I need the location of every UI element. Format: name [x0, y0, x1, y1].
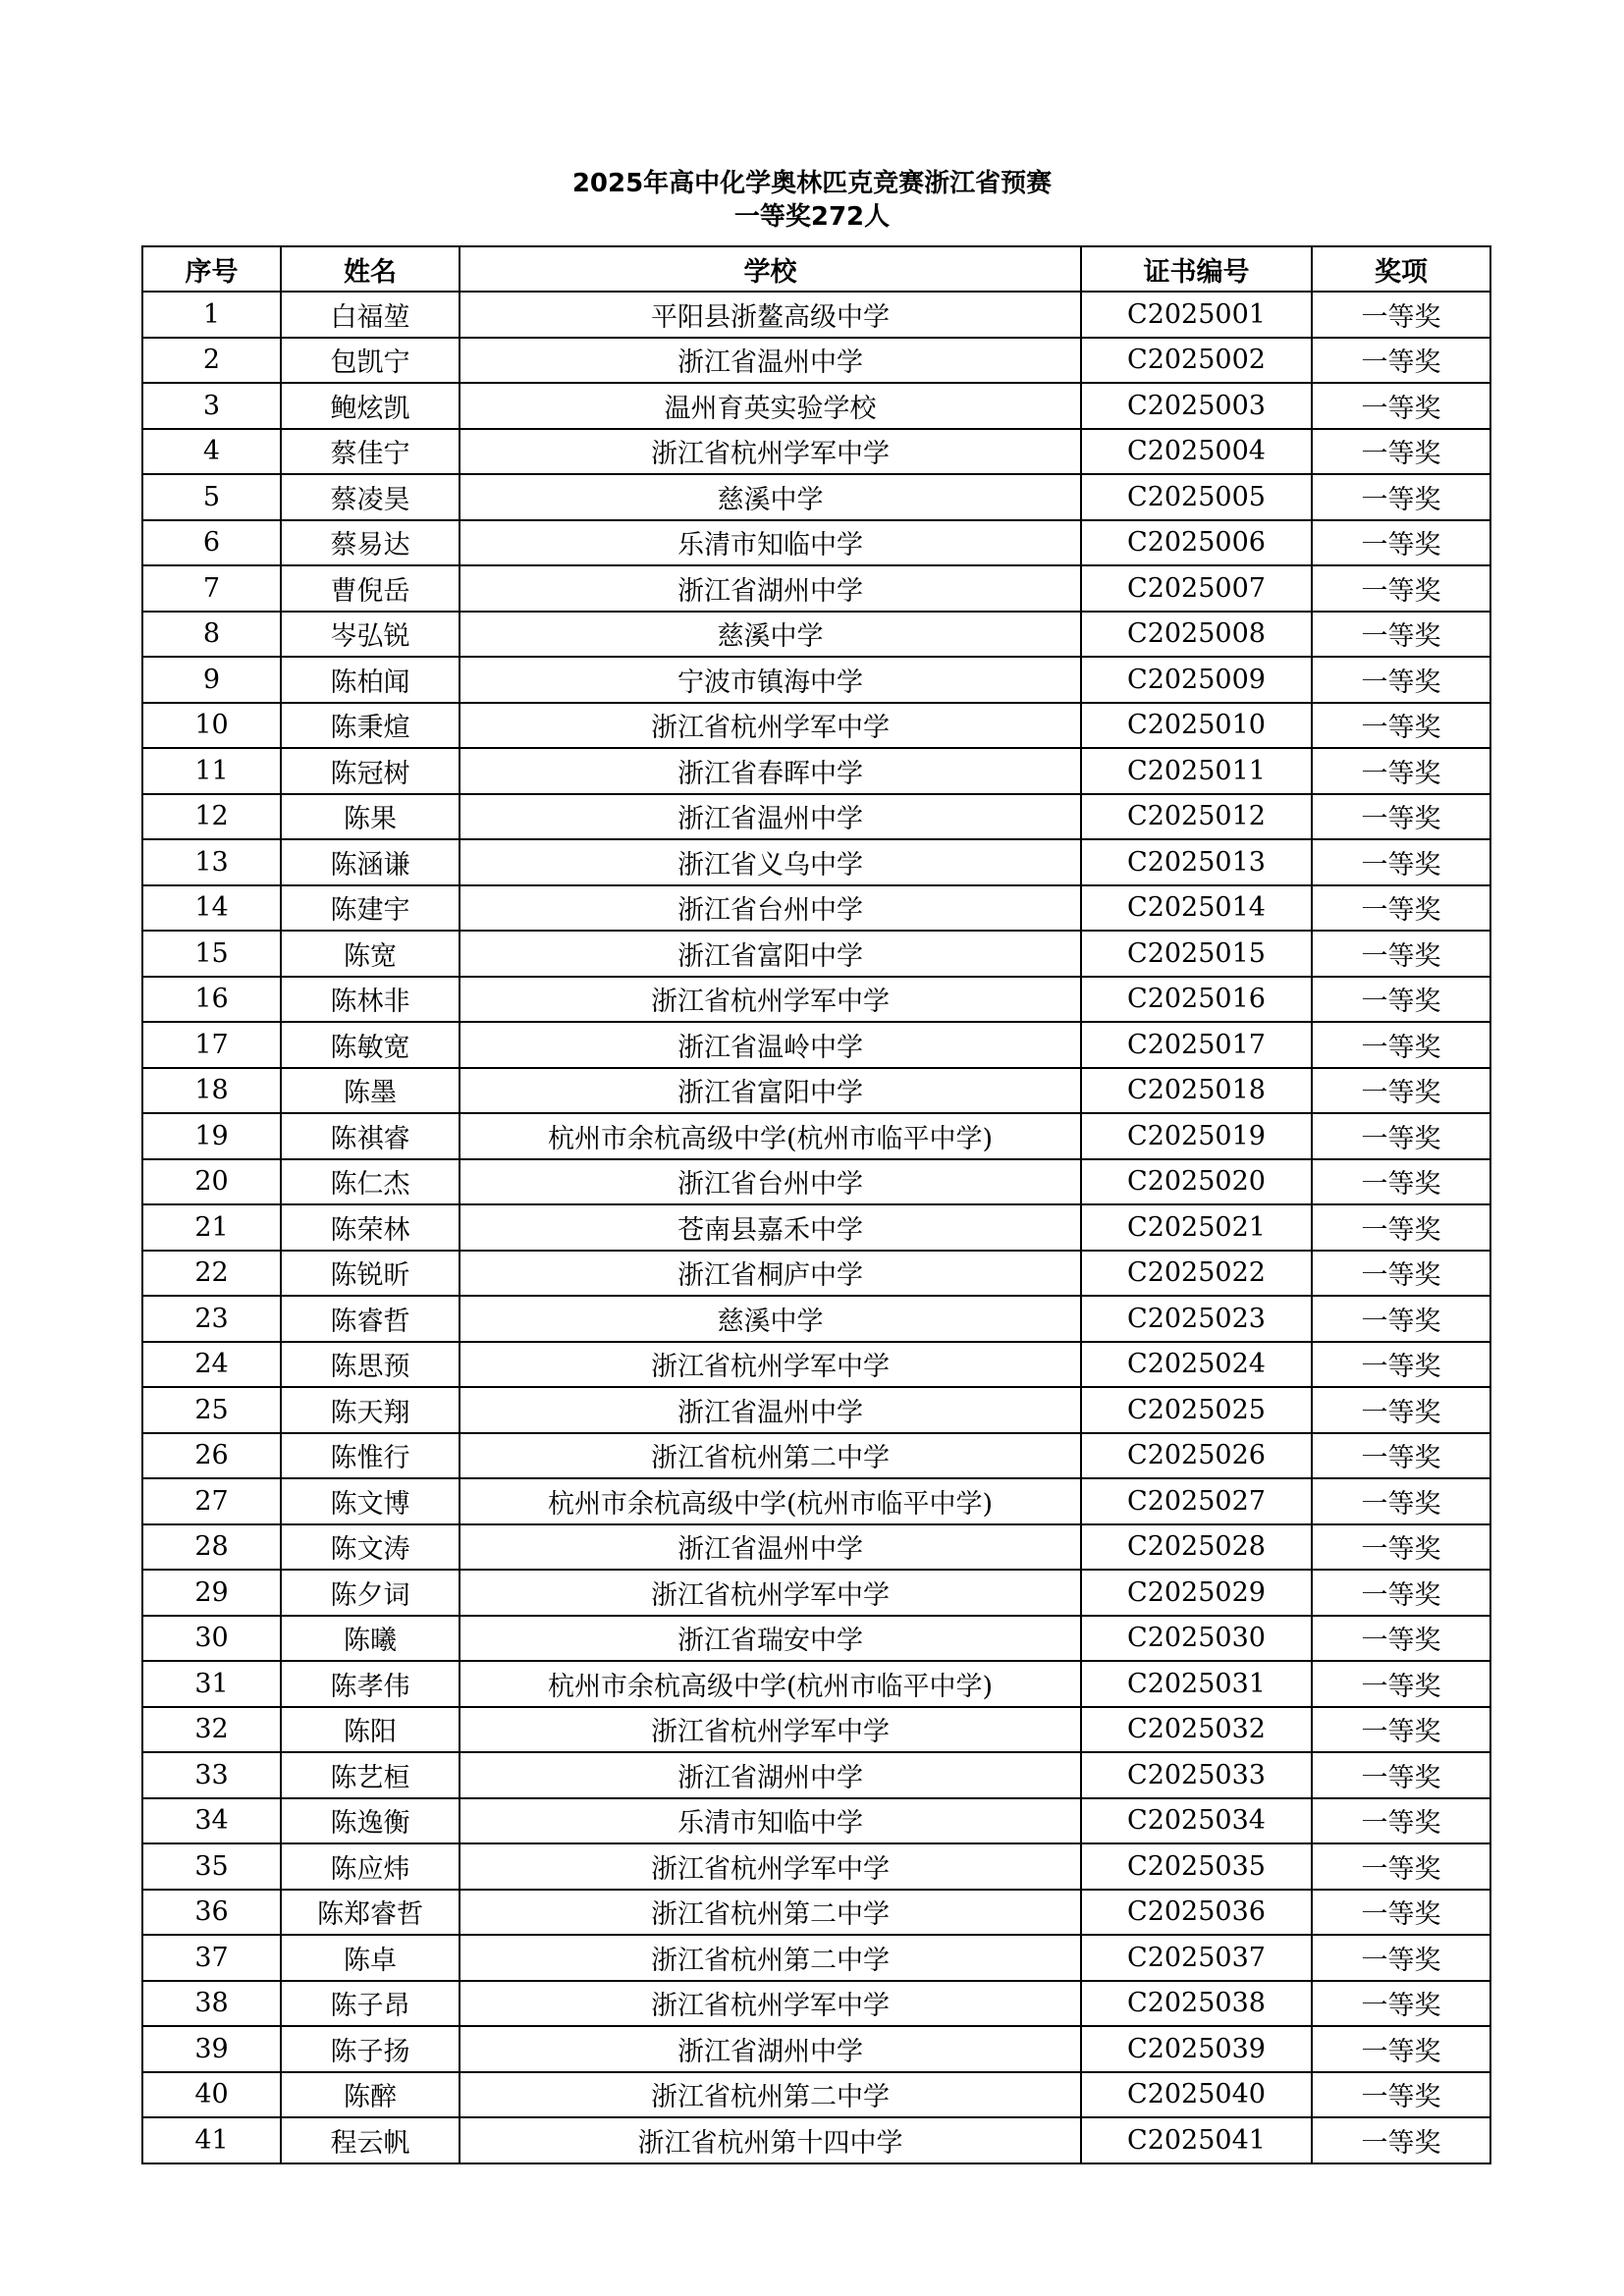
- cell-name: 陈果: [281, 794, 460, 840]
- cell-school: 宁波市镇海中学: [460, 657, 1081, 703]
- cell-award: 一等奖: [1312, 338, 1490, 384]
- cell-name: 蔡凌昊: [281, 474, 460, 520]
- cell-certificate: C2025030: [1081, 1616, 1312, 1662]
- cell-certificate: C2025040: [1081, 2072, 1312, 2118]
- cell-award: 一等奖: [1312, 1251, 1490, 1297]
- cell-award: 一等奖: [1312, 1204, 1490, 1251]
- cell-school: 慈溪中学: [460, 474, 1081, 520]
- cell-index: 41: [142, 2117, 281, 2163]
- cell-index: 38: [142, 1981, 281, 2027]
- cell-certificate: C2025014: [1081, 885, 1312, 932]
- cell-index: 39: [142, 2026, 281, 2072]
- table-row: [142, 565, 1490, 612]
- cell-award: 一等奖: [1312, 703, 1490, 749]
- cell-award: 一等奖: [1312, 1707, 1490, 1753]
- cell-index: 29: [142, 1570, 281, 1616]
- table-row: [142, 1022, 1490, 1068]
- cell-index: 12: [142, 794, 281, 840]
- cell-school: 浙江省瑞安中学: [460, 1616, 1081, 1662]
- cell-school: 乐清市知临中学: [460, 520, 1081, 566]
- table-row: [142, 839, 1490, 885]
- cell-index: 24: [142, 1342, 281, 1388]
- table-row: [142, 1890, 1490, 1936]
- cell-certificate: C2025018: [1081, 1068, 1312, 1114]
- table-row: [142, 1752, 1490, 1798]
- column-header-award: 奖项: [1312, 246, 1490, 292]
- table-row: [142, 657, 1490, 703]
- cell-award: 一等奖: [1312, 1661, 1490, 1707]
- cell-name: 蔡佳宁: [281, 429, 460, 475]
- cell-award: 一等奖: [1312, 1159, 1490, 1205]
- table-row: [142, 703, 1490, 749]
- cell-name: 陈宽: [281, 931, 460, 977]
- table-row: [142, 977, 1490, 1023]
- cell-school: 浙江省温州中学: [460, 1387, 1081, 1433]
- cell-school: 浙江省湖州中学: [460, 1752, 1081, 1798]
- cell-certificate: C2025023: [1081, 1296, 1312, 1342]
- cell-school: 浙江省春晖中学: [460, 748, 1081, 794]
- table-row: [142, 520, 1490, 566]
- cell-award: 一等奖: [1312, 748, 1490, 794]
- table-row: [142, 1798, 1490, 1844]
- cell-index: 19: [142, 1113, 281, 1159]
- cell-certificate: C2025035: [1081, 1843, 1312, 1890]
- cell-certificate: C2025020: [1081, 1159, 1312, 1205]
- cell-name: 陈林非: [281, 977, 460, 1023]
- cell-certificate: C2025038: [1081, 1981, 1312, 2027]
- table-row: [142, 2072, 1490, 2118]
- cell-name: 陈敏宽: [281, 1022, 460, 1068]
- cell-index: 40: [142, 2072, 281, 2118]
- cell-school: 浙江省杭州第二中学: [460, 1935, 1081, 1981]
- cell-school: 苍南县嘉禾中学: [460, 1204, 1081, 1251]
- cell-award: 一等奖: [1312, 931, 1490, 977]
- cell-name: 陈涵谦: [281, 839, 460, 885]
- cell-award: 一等奖: [1312, 1433, 1490, 1479]
- cell-school: 浙江省杭州第二中学: [460, 2072, 1081, 2118]
- cell-school: 浙江省杭州第二中学: [460, 1890, 1081, 1936]
- table-row: [142, 1068, 1490, 1114]
- table-header-row: [142, 246, 1490, 292]
- cell-school: 慈溪中学: [460, 1296, 1081, 1342]
- cell-school: 温州育英实验学校: [460, 383, 1081, 429]
- cell-index: 20: [142, 1159, 281, 1205]
- cell-name: 曹倪岳: [281, 565, 460, 612]
- cell-index: 2: [142, 338, 281, 384]
- cell-certificate: C2025041: [1081, 2117, 1312, 2163]
- table-row: [142, 1707, 1490, 1753]
- cell-index: 34: [142, 1798, 281, 1844]
- cell-certificate: C2025006: [1081, 520, 1312, 566]
- cell-certificate: C2025024: [1081, 1342, 1312, 1388]
- cell-name: 陈曦: [281, 1616, 460, 1662]
- cell-name: 陈仁杰: [281, 1159, 460, 1205]
- cell-school: 浙江省杭州学军中学: [460, 703, 1081, 749]
- table-row: [142, 1159, 1490, 1205]
- cell-award: 一等奖: [1312, 474, 1490, 520]
- cell-name: 陈文博: [281, 1478, 460, 1524]
- table-row: [142, 931, 1490, 977]
- cell-name: 鲍炫凯: [281, 383, 460, 429]
- cell-school: 杭州市余杭高级中学(杭州市临平中学): [460, 1478, 1081, 1524]
- cell-award: 一等奖: [1312, 1387, 1490, 1433]
- table-row: [142, 794, 1490, 840]
- cell-name: 陈郑睿哲: [281, 1890, 460, 1936]
- cell-school: 浙江省富阳中学: [460, 931, 1081, 977]
- cell-index: 31: [142, 1661, 281, 1707]
- cell-name: 陈锐昕: [281, 1251, 460, 1297]
- cell-name: 陈天翔: [281, 1387, 460, 1433]
- table-row: [142, 1433, 1490, 1479]
- cell-name: 陈应炜: [281, 1843, 460, 1890]
- cell-index: 33: [142, 1752, 281, 1798]
- cell-index: 36: [142, 1890, 281, 1936]
- cell-index: 27: [142, 1478, 281, 1524]
- table-row: [142, 1570, 1490, 1616]
- cell-index: 28: [142, 1524, 281, 1571]
- cell-certificate: C2025026: [1081, 1433, 1312, 1479]
- cell-name: 陈冠树: [281, 748, 460, 794]
- cell-award: 一等奖: [1312, 1935, 1490, 1981]
- cell-certificate: C2025029: [1081, 1570, 1312, 1616]
- cell-school: 杭州市余杭高级中学(杭州市临平中学): [460, 1661, 1081, 1707]
- cell-certificate: C2025011: [1081, 748, 1312, 794]
- cell-name: 陈子昂: [281, 1981, 460, 2027]
- table-row: [142, 474, 1490, 520]
- table-row: [142, 1981, 1490, 2027]
- cell-award: 一等奖: [1312, 1981, 1490, 2027]
- column-header-certificate: 证书编号: [1081, 246, 1312, 292]
- cell-name: 陈阳: [281, 1707, 460, 1753]
- cell-index: 4: [142, 429, 281, 475]
- cell-school: 浙江省台州中学: [460, 1159, 1081, 1205]
- cell-name: 岑弘锐: [281, 612, 460, 658]
- cell-award: 一等奖: [1312, 657, 1490, 703]
- cell-certificate: C2025001: [1081, 292, 1312, 338]
- cell-certificate: C2025002: [1081, 338, 1312, 384]
- cell-certificate: C2025007: [1081, 565, 1312, 612]
- cell-index: 13: [142, 839, 281, 885]
- cell-certificate: C2025010: [1081, 703, 1312, 749]
- cell-school: 浙江省杭州学军中学: [460, 977, 1081, 1023]
- cell-school: 浙江省温州中学: [460, 338, 1081, 384]
- cell-index: 35: [142, 1843, 281, 1890]
- cell-certificate: C2025017: [1081, 1022, 1312, 1068]
- cell-name: 陈夕词: [281, 1570, 460, 1616]
- table-row: [142, 383, 1490, 429]
- page-subtitle: 一等奖272人: [733, 202, 891, 232]
- table-row: [142, 748, 1490, 794]
- cell-index: 8: [142, 612, 281, 658]
- cell-school: 浙江省杭州学军中学: [460, 1843, 1081, 1890]
- cell-index: 7: [142, 565, 281, 612]
- cell-certificate: C2025037: [1081, 1935, 1312, 1981]
- cell-name: 陈醉: [281, 2072, 460, 2118]
- cell-award: 一等奖: [1312, 885, 1490, 932]
- cell-school: 浙江省温州中学: [460, 794, 1081, 840]
- cell-award: 一等奖: [1312, 1616, 1490, 1662]
- cell-index: 3: [142, 383, 281, 429]
- cell-award: 一等奖: [1312, 2026, 1490, 2072]
- cell-award: 一等奖: [1312, 1890, 1490, 1936]
- cell-name: 程云帆: [281, 2117, 460, 2163]
- cell-award: 一等奖: [1312, 1752, 1490, 1798]
- cell-certificate: C2025027: [1081, 1478, 1312, 1524]
- cell-certificate: C2025039: [1081, 2026, 1312, 2072]
- cell-index: 15: [142, 931, 281, 977]
- cell-index: 10: [142, 703, 281, 749]
- cell-certificate: C2025022: [1081, 1251, 1312, 1297]
- cell-name: 陈建宇: [281, 885, 460, 932]
- cell-certificate: C2025005: [1081, 474, 1312, 520]
- table-row: [142, 1296, 1490, 1342]
- cell-index: 25: [142, 1387, 281, 1433]
- cell-name: 陈惟行: [281, 1433, 460, 1479]
- cell-certificate: C2025034: [1081, 1798, 1312, 1844]
- cell-school: 浙江省义乌中学: [460, 839, 1081, 885]
- cell-award: 一等奖: [1312, 1022, 1490, 1068]
- cell-school: 浙江省富阳中学: [460, 1068, 1081, 1114]
- cell-school: 杭州市余杭高级中学(杭州市临平中学): [460, 1113, 1081, 1159]
- cell-certificate: C2025019: [1081, 1113, 1312, 1159]
- cell-name: 陈孝伟: [281, 1661, 460, 1707]
- table-row: [142, 1387, 1490, 1433]
- cell-award: 一等奖: [1312, 839, 1490, 885]
- table-row: [142, 1204, 1490, 1251]
- cell-award: 一等奖: [1312, 383, 1490, 429]
- cell-index: 22: [142, 1251, 281, 1297]
- cell-award: 一等奖: [1312, 1296, 1490, 1342]
- cell-name: 陈子扬: [281, 2026, 460, 2072]
- table-row: [142, 1342, 1490, 1388]
- cell-award: 一等奖: [1312, 2117, 1490, 2163]
- cell-certificate: C2025003: [1081, 383, 1312, 429]
- cell-certificate: C2025033: [1081, 1752, 1312, 1798]
- table-row: [142, 2026, 1490, 2072]
- cell-index: 30: [142, 1616, 281, 1662]
- cell-award: 一等奖: [1312, 1524, 1490, 1571]
- cell-name: 白福堃: [281, 292, 460, 338]
- cell-school: 浙江省温岭中学: [460, 1022, 1081, 1068]
- cell-school: 浙江省杭州第二中学: [460, 1433, 1081, 1479]
- cell-certificate: C2025031: [1081, 1661, 1312, 1707]
- cell-award: 一等奖: [1312, 1798, 1490, 1844]
- cell-index: 26: [142, 1433, 281, 1479]
- cell-school: 浙江省杭州学军中学: [460, 1342, 1081, 1388]
- cell-school: 浙江省湖州中学: [460, 565, 1081, 612]
- table-row: [142, 612, 1490, 658]
- cell-certificate: C2025021: [1081, 1204, 1312, 1251]
- cell-index: 16: [142, 977, 281, 1023]
- cell-certificate: C2025004: [1081, 429, 1312, 475]
- cell-name: 陈墨: [281, 1068, 460, 1114]
- cell-certificate: C2025009: [1081, 657, 1312, 703]
- cell-name: 陈睿哲: [281, 1296, 460, 1342]
- cell-school: 平阳县浙鳌高级中学: [460, 292, 1081, 338]
- table-row: [142, 1251, 1490, 1297]
- table-row: [142, 1661, 1490, 1707]
- table-row: [142, 2117, 1490, 2163]
- cell-index: 14: [142, 885, 281, 932]
- cell-school: 浙江省杭州学军中学: [460, 1707, 1081, 1753]
- cell-certificate: C2025015: [1081, 931, 1312, 977]
- cell-certificate: C2025008: [1081, 612, 1312, 658]
- cell-award: 一等奖: [1312, 1478, 1490, 1524]
- cell-school: 慈溪中学: [460, 612, 1081, 658]
- cell-index: 37: [142, 1935, 281, 1981]
- cell-award: 一等奖: [1312, 520, 1490, 566]
- cell-award: 一等奖: [1312, 2072, 1490, 2118]
- table-row: [142, 292, 1490, 338]
- cell-award: 一等奖: [1312, 1113, 1490, 1159]
- table-row: [142, 429, 1490, 475]
- cell-certificate: C2025013: [1081, 839, 1312, 885]
- cell-school: 乐清市知临中学: [460, 1798, 1081, 1844]
- cell-index: 1: [142, 292, 281, 338]
- cell-school: 浙江省湖州中学: [460, 2026, 1081, 2072]
- cell-certificate: C2025032: [1081, 1707, 1312, 1753]
- table-row: [142, 1935, 1490, 1981]
- cell-certificate: C2025012: [1081, 794, 1312, 840]
- table-row: [142, 1843, 1490, 1890]
- cell-name: 蔡易达: [281, 520, 460, 566]
- cell-name: 包凯宁: [281, 338, 460, 384]
- cell-name: 陈荣林: [281, 1204, 460, 1251]
- cell-school: 浙江省杭州第十四中学: [460, 2117, 1081, 2163]
- cell-index: 23: [142, 1296, 281, 1342]
- cell-index: 32: [142, 1707, 281, 1753]
- cell-name: 陈祺睿: [281, 1113, 460, 1159]
- cell-index: 5: [142, 474, 281, 520]
- cell-name: 陈柏闻: [281, 657, 460, 703]
- page-title: 2025年高中化学奥林匹克竞赛浙江省预赛: [571, 169, 1053, 198]
- cell-award: 一等奖: [1312, 612, 1490, 658]
- cell-school: 浙江省杭州学军中学: [460, 1570, 1081, 1616]
- cell-name: 陈文涛: [281, 1524, 460, 1571]
- column-header-index: 序号: [142, 246, 281, 292]
- column-header-name: 姓名: [281, 246, 460, 292]
- cell-award: 一等奖: [1312, 1843, 1490, 1890]
- cell-school: 浙江省杭州学军中学: [460, 429, 1081, 475]
- award-table: [141, 245, 1491, 2164]
- cell-award: 一等奖: [1312, 429, 1490, 475]
- column-header-school: 学校: [460, 246, 1081, 292]
- cell-name: 陈逸衡: [281, 1798, 460, 1844]
- cell-school: 浙江省桐庐中学: [460, 1251, 1081, 1297]
- cell-school: 浙江省杭州学军中学: [460, 1981, 1081, 2027]
- cell-name: 陈思预: [281, 1342, 460, 1388]
- cell-name: 陈艺桓: [281, 1752, 460, 1798]
- cell-award: 一等奖: [1312, 292, 1490, 338]
- cell-school: 浙江省温州中学: [460, 1524, 1081, 1571]
- cell-certificate: C2025028: [1081, 1524, 1312, 1571]
- cell-index: 11: [142, 748, 281, 794]
- cell-award: 一等奖: [1312, 794, 1490, 840]
- cell-award: 一等奖: [1312, 977, 1490, 1023]
- cell-award: 一等奖: [1312, 1342, 1490, 1388]
- cell-award: 一等奖: [1312, 565, 1490, 612]
- cell-award: 一等奖: [1312, 1570, 1490, 1616]
- cell-name: 陈秉煊: [281, 703, 460, 749]
- table-row: [142, 1478, 1490, 1524]
- cell-name: 陈卓: [281, 1935, 460, 1981]
- table-row: [142, 338, 1490, 384]
- cell-index: 18: [142, 1068, 281, 1114]
- cell-certificate: C2025016: [1081, 977, 1312, 1023]
- cell-school: 浙江省台州中学: [460, 885, 1081, 932]
- cell-index: 9: [142, 657, 281, 703]
- table-body: [142, 292, 1490, 2163]
- cell-index: 17: [142, 1022, 281, 1068]
- cell-certificate: C2025036: [1081, 1890, 1312, 1936]
- table-row: [142, 1616, 1490, 1662]
- cell-index: 21: [142, 1204, 281, 1251]
- table-row: [142, 885, 1490, 932]
- cell-certificate: C2025025: [1081, 1387, 1312, 1433]
- table-row: [142, 1524, 1490, 1571]
- table-row: [142, 1113, 1490, 1159]
- cell-award: 一等奖: [1312, 1068, 1490, 1114]
- cell-index: 6: [142, 520, 281, 566]
